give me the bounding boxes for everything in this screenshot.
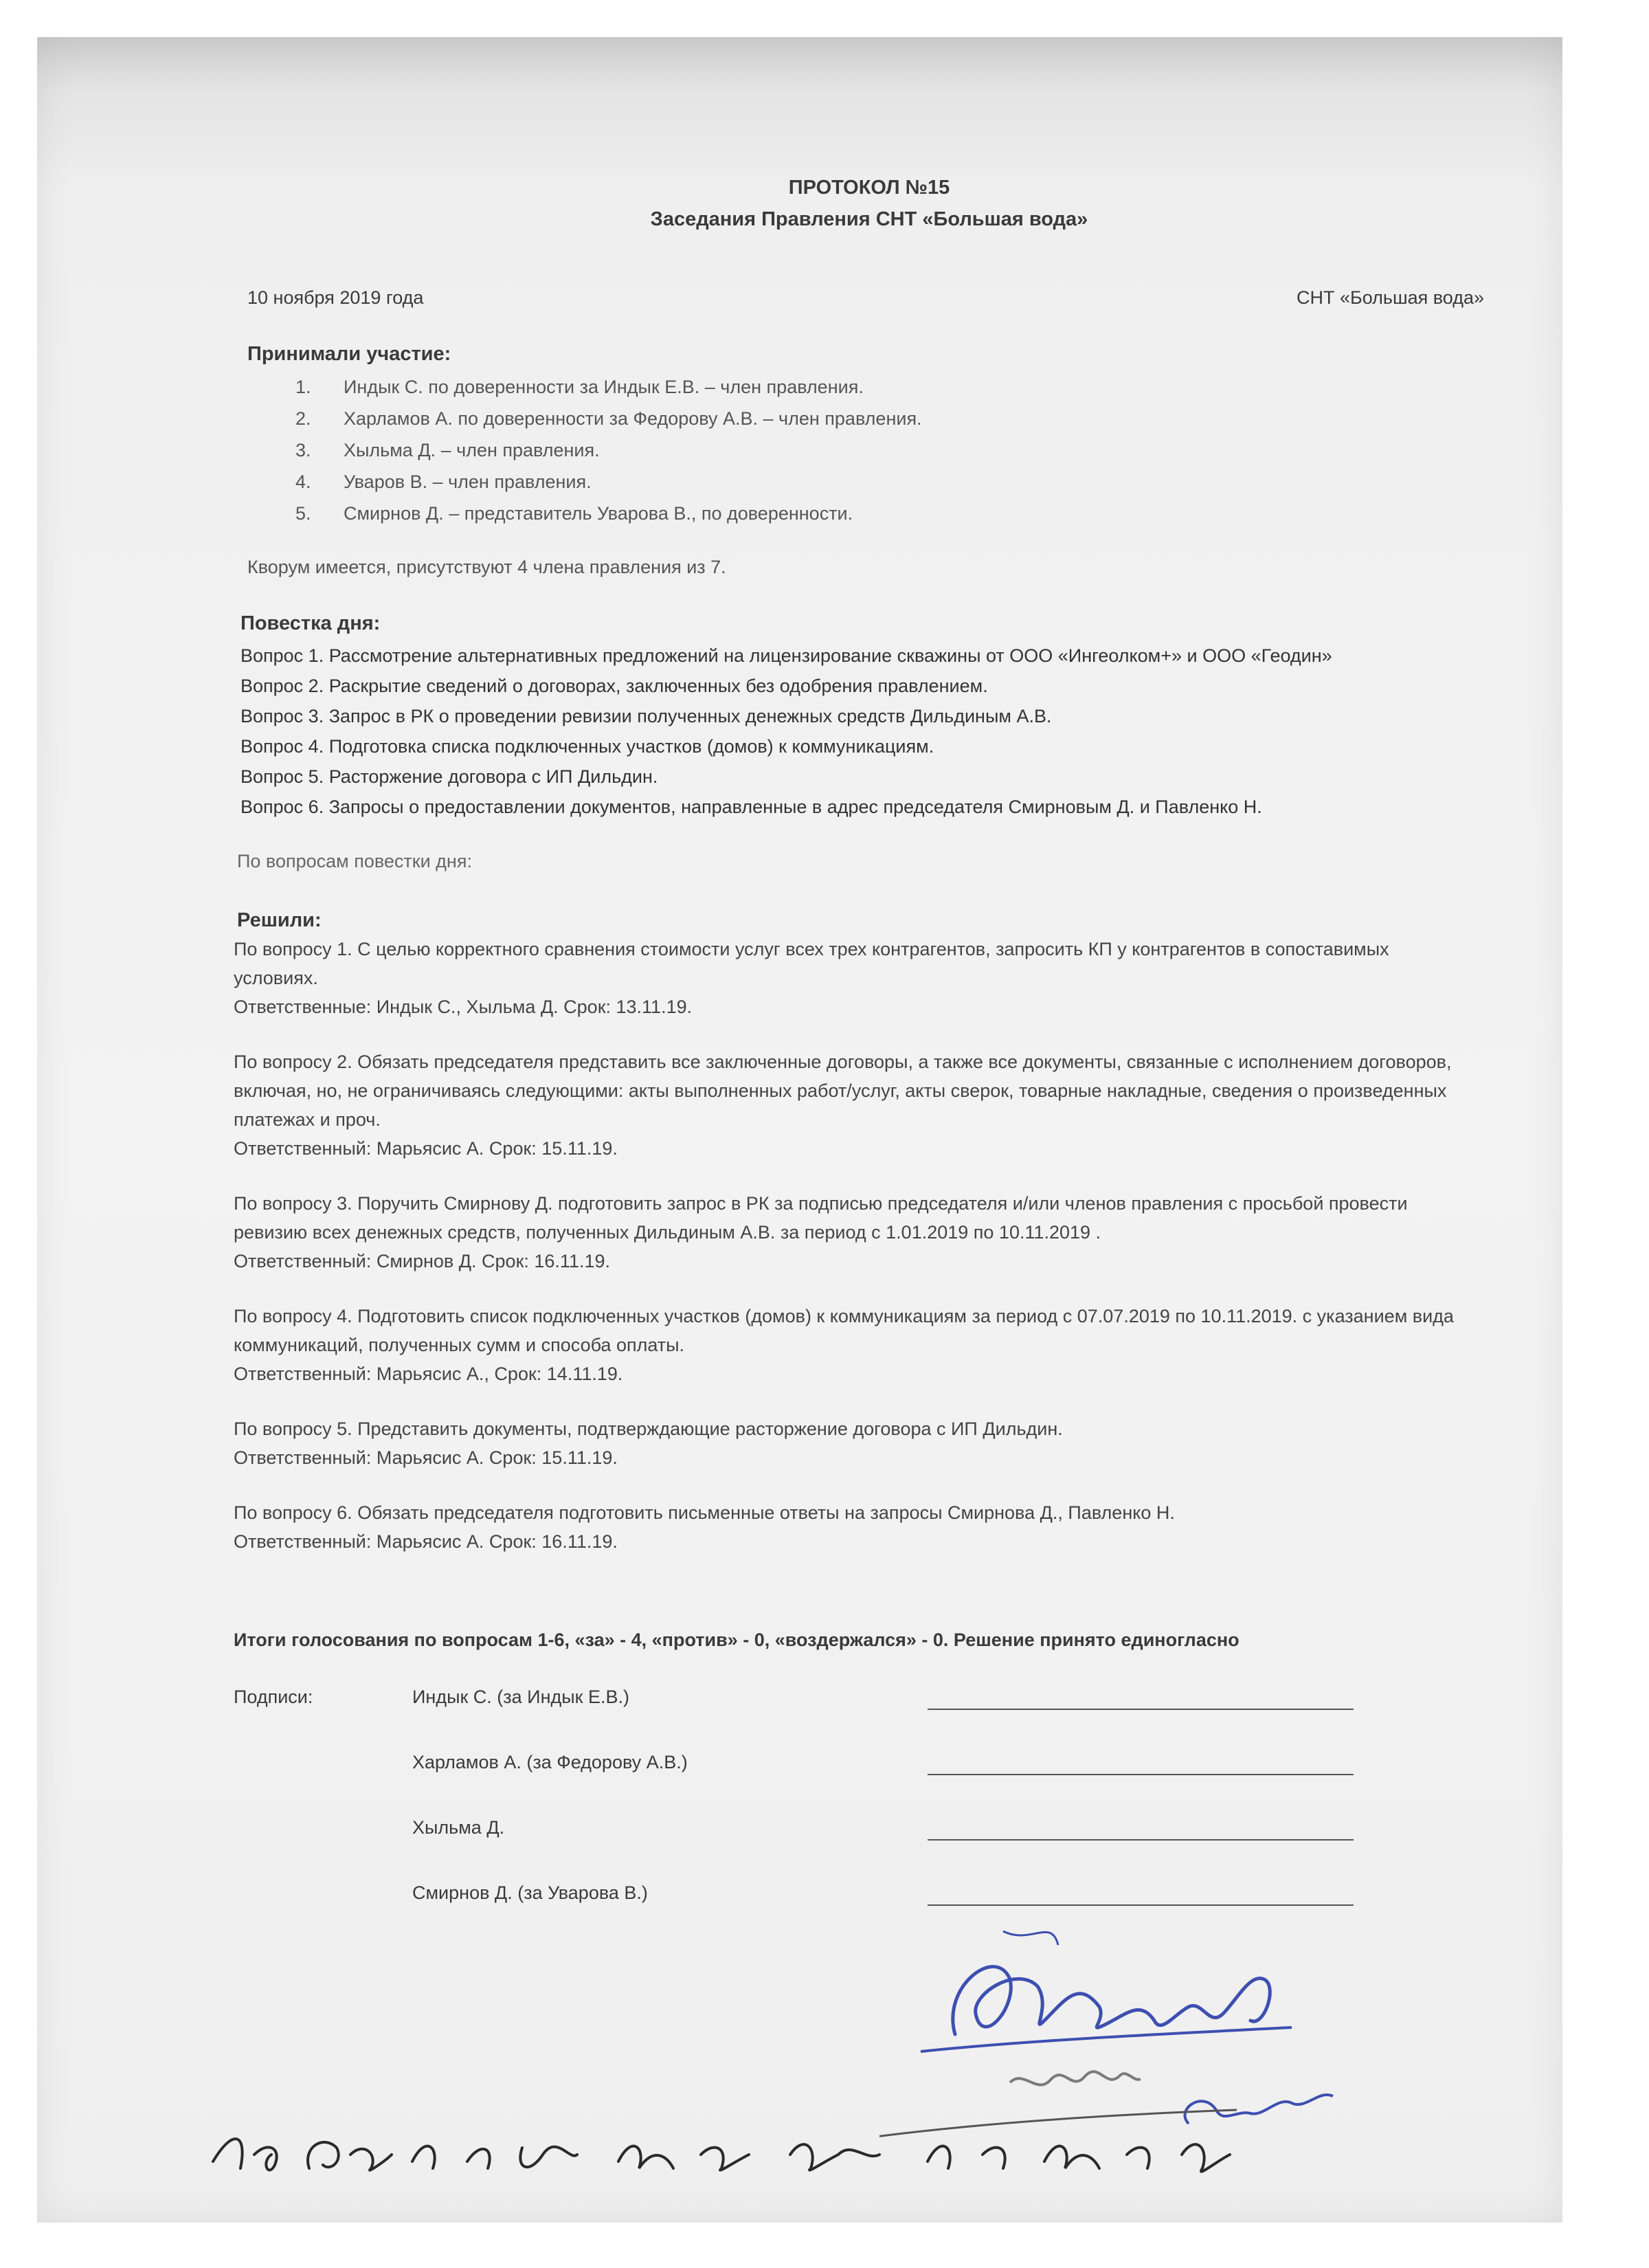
decision-text: По вопросу 6. Обязать председателя подготовить письменные ответы на запросы Смирнова Д., Павленко Н. bbox=[234, 1502, 1175, 1523]
handwritten-note-icon bbox=[206, 2106, 1374, 2189]
decision-responsible: Ответственный: Марьясис А. Срок: 15.11.19. bbox=[234, 1138, 618, 1159]
decision-responsible: Ответственный: Марьясис А., Срок: 14.11.19. bbox=[234, 1364, 623, 1384]
participants-list bbox=[295, 371, 1484, 529]
signatory-name: Харламов А. (за Федорову А.В.) bbox=[412, 1752, 688, 1772]
decision-text: По вопросу 4. Подготовить список подключенных участков (домов) к коммуникациям за период с 07.07.2019 по 10.11.2019. с указанием вида коммуникаций, полученных сумм и способа оплаты. bbox=[234, 1306, 1454, 1355]
decision-block bbox=[234, 1189, 1470, 1276]
agenda-title: Повестка дня: bbox=[240, 612, 381, 634]
decided-title: Решили: bbox=[237, 909, 322, 931]
agenda-item: Вопрос 4. Подготовка списка подключенных участков (домов) к коммуникациям. bbox=[240, 736, 934, 757]
decision-block bbox=[234, 1498, 1470, 1556]
agenda-list bbox=[240, 641, 1477, 822]
signatory-name: Хыльма Д. bbox=[412, 1817, 505, 1838]
agenda-item: Вопрос 3. Запрос в РК о проведении ревизии полученных денежных средств Дильдиным А.В. bbox=[240, 706, 1052, 726]
decision-text: По вопросу 3. Поручить Смирнову Д. подготовить запрос в РК за подписью председателя и/или членов правления с просьбой провести ревизию всех денежных средств, полученных Дильдиным А.В. за период с 1.01.2019 по 10.11.2019 . bbox=[234, 1193, 1408, 1243]
participant-item: Индык С. по доверенности за Индык Е.В. – член правления. bbox=[344, 377, 864, 397]
participant-item: Харламов А. по доверенности за Федорову А.В. – член правления. bbox=[344, 408, 922, 429]
signature-line bbox=[928, 1709, 1354, 1710]
decision-responsible: Ответственный: Марьясис А. Срок: 15.11.19. bbox=[234, 1447, 618, 1468]
agenda-item: Вопрос 6. Запросы о предоставлении документов, направленные в адрес председателя Смирновым Д. и Павленко Н. bbox=[240, 797, 1262, 817]
handwritten-note-text: По вопросу 4 Смирнов Д. : голосовал за доту с bbox=[213, 2165, 230, 2166]
agenda-item: Вопрос 5. Расторжение договора с ИП Дильдин. bbox=[240, 766, 658, 787]
decision-text: По вопросу 1. С целью корректного сравнения стоимости услуг всех трех контрагентов, запросить КП у контрагентов в сопоставимых условиях. bbox=[234, 939, 1389, 988]
signature-line bbox=[928, 1774, 1354, 1775]
decision-block bbox=[234, 1414, 1470, 1472]
voting-result: Итоги голосования по вопросам 1-6, «за» - 4, «против» - 0, «воздержался» - 0. Решение принято единогласно bbox=[234, 1630, 1239, 1650]
participant-item: Хыльма Д. – член правления. bbox=[344, 440, 600, 460]
decision-block bbox=[234, 935, 1470, 1021]
protocol-subtitle: Заседания Правления СНТ «Большая вода» bbox=[650, 208, 1088, 230]
decision-responsible: Ответственный: Смирнов Д. Срок: 16.11.19. bbox=[234, 1251, 610, 1271]
protocol-title: ПРОТОКОЛ №15 bbox=[788, 177, 950, 199]
decision-text: По вопросу 5. Представить документы, подтверждающие расторжение договора с ИП Дильдин. bbox=[234, 1419, 1063, 1439]
on-agenda-text: По вопросам повестки дня: bbox=[237, 851, 472, 871]
agenda-item: Вопрос 2. Раскрытие сведений о договорах, заключенных без одобрения правлением. bbox=[240, 676, 988, 696]
decision-text: По вопросу 2. Обязать председателя представить все заключенные договоры, а также все документы, связанные с исполнением договоров, включая, но, не ограничиваясь следующими: акты выполненных работ/услуг, акты сверок, товарные накладные, сведения о произведенных платежах и проч. bbox=[234, 1052, 1452, 1130]
agenda-item: Вопрос 1. Рассмотрение альтернативных предложений на лицензирование скважины от ООО «Ингеолком+» и ООО «Геодин» bbox=[240, 645, 1332, 666]
decision-responsible: Ответственные: Индык С., Хыльма Д. Срок: 13.11.19. bbox=[234, 997, 693, 1017]
signatory-name: Смирнов Д. (за Уварова В.) bbox=[412, 1882, 648, 1903]
meeting-date: 10 ноября 2019 года bbox=[247, 287, 424, 308]
participants-title: Принимали участие: bbox=[247, 343, 451, 365]
signatures-label: Подписи: bbox=[234, 1687, 313, 1707]
decision-responsible: Ответственный: Марьясис А. Срок: 16.11.19. bbox=[234, 1531, 618, 1552]
date-place-row bbox=[247, 283, 1484, 312]
signature-line bbox=[928, 1839, 1354, 1841]
meeting-place: СНТ «Большая вода» bbox=[1296, 287, 1484, 308]
document-body bbox=[206, 172, 1484, 2012]
decision-block bbox=[234, 1302, 1470, 1388]
participant-item: Смирнов Д. – представитель Уварова В., по доверенности. bbox=[344, 503, 853, 524]
decision-block bbox=[234, 1047, 1470, 1163]
quorum-text: Кворум имеется, присутствуют 4 члена правления из 7. bbox=[247, 557, 726, 577]
participant-item: Уваров В. – член правления. bbox=[344, 471, 592, 492]
signatory-name: Индык С. (за Индык Е.В.) bbox=[412, 1687, 629, 1707]
